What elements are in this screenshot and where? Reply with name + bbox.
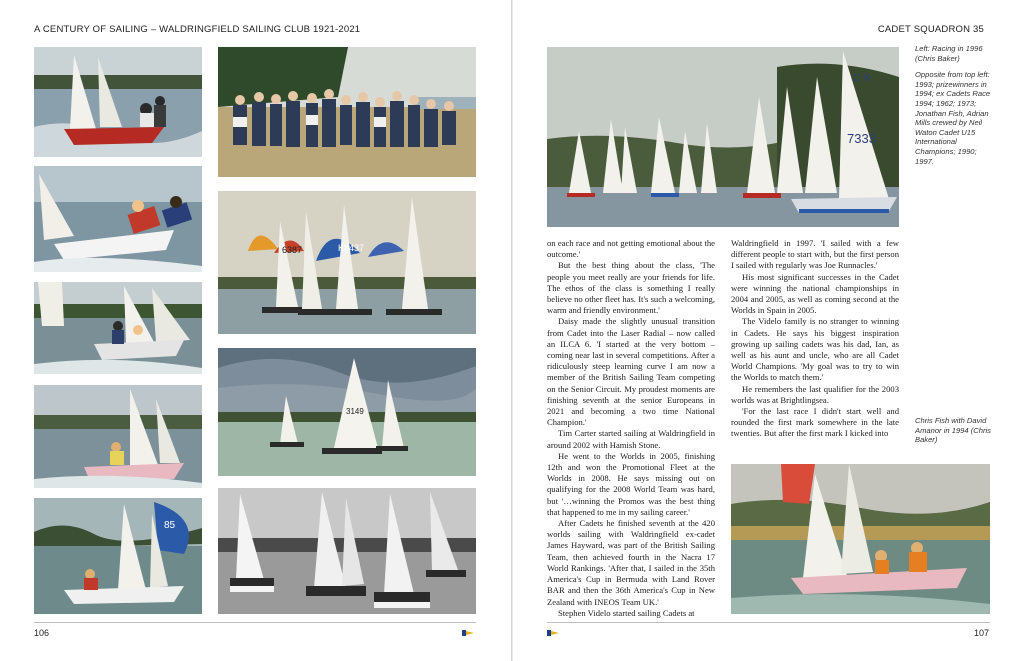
paragraph: But the best thing about the class, 'The people you meet really are your friends for life. The ethos of the class is something I really believe no other fleet has. It's such a welcoming, warm and friendly environment.'	[547, 260, 715, 316]
caption-chris-fish: Chris Fish with David Amanor in 1994 (Chris Baker)	[915, 416, 991, 445]
svg-text:85: 85	[164, 520, 176, 531]
paragraph: Tim Carter started sailing at Waldringfield in around 2002 with Hamish Stone.	[547, 428, 715, 450]
paragraph: He remembers the last qualifier for the 2003 worlds was at Brightlingsea.	[731, 383, 899, 405]
caption-left-racing: Left: Racing in 1996 (Chris Baker)	[915, 44, 983, 63]
svg-text:K8437: K8437	[338, 243, 365, 253]
caption-opposite: Opposite from top left: 1993; prizewinners in 1994; ex Cadets Race 1994; 1962; 1973; Jonathan Fish, Adrian Mills crewed by Neil Waton Cadet U15 International Champions; 1990; 1997.	[915, 70, 991, 166]
photo-spinnaker-reach	[34, 282, 202, 374]
right-running-head: CADET SQUADRON 35	[877, 24, 984, 35]
caption-bottom	[915, 416, 997, 452]
left-footer-rule	[34, 622, 476, 623]
svg-text:3149: 3149	[346, 407, 364, 416]
photo-hiking-crew	[34, 166, 202, 272]
body-column-1	[547, 238, 715, 619]
photo-blue-spinnaker-start	[34, 498, 202, 614]
svg-text:6387: 6387	[282, 245, 303, 255]
photo-racing-in-1996	[547, 47, 899, 227]
paragraph: The Videlo family is no stranger to winning in Cadets. He says his biggest inspiration growing up sailing cadets was his dad, Ian, as well as his aunt and uncle, who are all Cadet World Champions. 'My goal was to try to win the Worlds to match them.'	[731, 316, 899, 383]
paragraph: Waldringfield in 1997. 'I sailed with a few different people to start with, but the first person I sailed with regularly was Joe Runnacles.'	[731, 238, 899, 271]
left-running-head: A CENTURY OF SAILING – WALDRINGFIELD SAILING CLUB 1921-2021	[34, 24, 361, 35]
left-page-number: 106	[34, 628, 50, 638]
photo-black-and-white-fleet	[218, 488, 476, 614]
paragraph: Stephen Videlo started sailing Cadets at	[558, 607, 695, 618]
photo-racing-cadet-red-hull	[34, 47, 202, 157]
club-burgee-icon	[462, 630, 474, 636]
photo-group	[218, 47, 476, 177]
photo-spinnakers	[218, 191, 476, 334]
body-column-2	[731, 238, 899, 440]
caption-top	[915, 44, 997, 173]
book-gutter	[511, 0, 513, 661]
paragraph: After Cadets he finished seventh at the 420 worlds sailing with Waldringfield ex-cadet James Hayward, was part of the British Sailing Team, then achieved fourth in the Nacra 17 World Rankings. 'After that, I sailed in the 35th America's Cup in Bermuda with Land Rover BAR and then the 36th America's Cup in New Zealand with INEOS Team UK.'	[547, 518, 715, 607]
photo-chris-fish-and-david-amanor	[731, 464, 990, 614]
paragraph: 'For the last race I didn't start well and rounded the first mark somewhere in the late twenties. But after the first mark I kicked into	[731, 406, 899, 439]
svg-text:C K: C K	[853, 72, 872, 84]
paragraph: His most significant successes in the Cadet were winning the national championships in 2004 and 2005, as well as coming second at the Worlds in Spain in 2005.	[731, 271, 899, 316]
photo-river-fleet	[218, 348, 476, 476]
club-burgee-icon	[547, 630, 559, 636]
photo-pink-hull-cadet	[34, 385, 202, 488]
paragraph: He went to the Worlds in 2005, finishing 12th and won the Promotional Fleet at the Worlds in 2008. He says missing out on qualifying for the 2008 World Team was hard, but '…winning the Promos was the best thing that happened to me in my sailing career.'	[547, 450, 715, 517]
right-footer-rule	[547, 622, 990, 623]
paragraph: on each race and not getting emotional about the outcome.'	[547, 238, 715, 260]
svg-text:7333: 7333	[847, 131, 876, 146]
paragraph: Daisy made the slightly unusual transition from Cadet into the Laser Radial – now called an ILCA 6. 'I started at the very bottom – coming near last in several competitions. After a ridiculously steep learning curve I am now a member of the British Sailing Team competing on the Senior Circuit. My proudest moments are finishing seventh at the senior Europeans in 2021 and becoming a two time National Champion.'	[547, 316, 715, 428]
right-page-number: 107	[974, 628, 990, 638]
